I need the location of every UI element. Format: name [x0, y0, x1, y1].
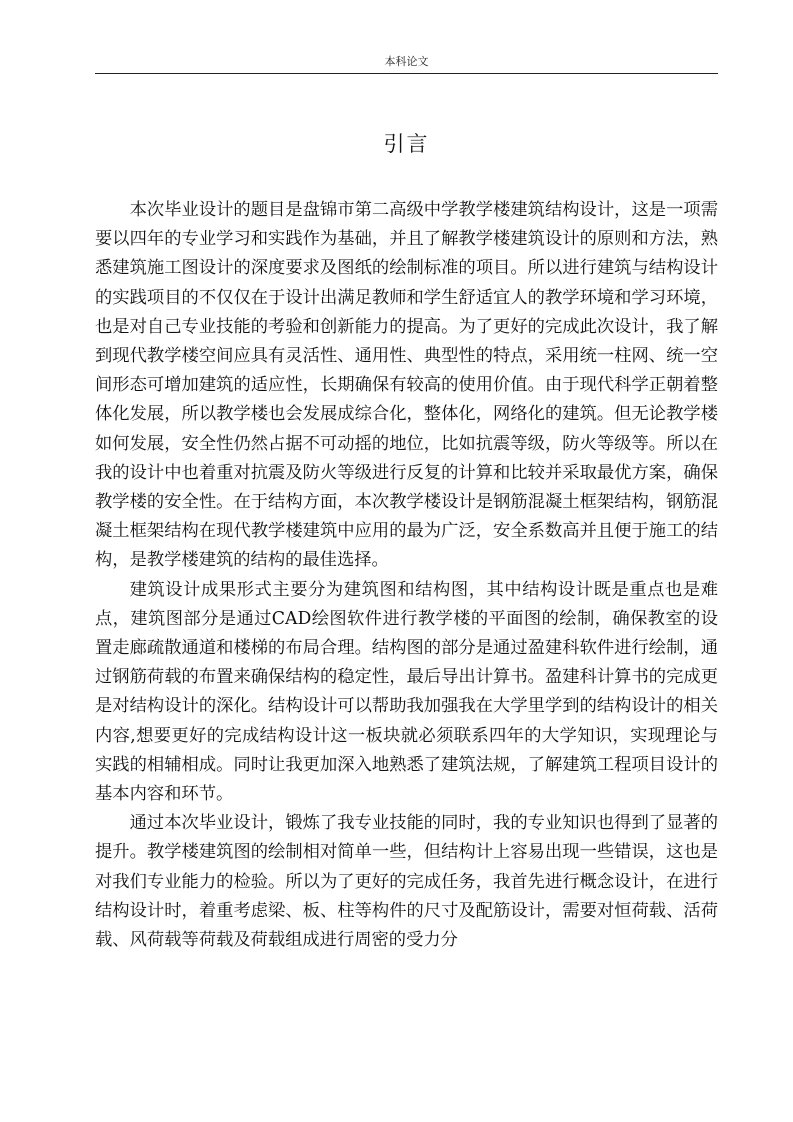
paragraph-3: 通过本次毕业设计，锻炼了我专业技能的同时，我的专业知识也得到了显著的提升。教学楼建筑图的绘制相对简单一些，但结构计上容易出现一些错误，这也是对我们专业能力的检验。所以为了更好的完成任务，我首先进行概念设计，在进行结构设计时，着重考虑梁、板、柱等构件的尺寸及配筋设计，需要对恒荷载、活荷载、风荷载等荷载及荷载组成进行周密的受力分: [95, 813, 718, 951]
header-divider: [95, 73, 718, 74]
section-title: 引言: [383, 132, 430, 156]
paragraph-2: 建筑设计成果形式主要分为建筑图和结构图，其中结构设计既是重点也是难点，建筑图部分是通过CAD绘图软件进行教学楼的平面图的绘制，确保教室的设置走廊疏散通道和楼梯的布局合理。结构图的部分是通过盈建科软件进行绘制，通过钢筋荷载的布置来确保结构的稳定性，最后导出计算书。盈建科计算书的完成更是对结构设计的深化。结构设计可以帮助我加强我在大学里学到的结构设计的相关内容,想要更好的完成结构设计这一板块就必须联系四年的大学知识，实现理论与实践的相辅相成。同时让我更加深入地熟悉了建筑法规，了解建筑工程项目设计的基本内容和环节。: [95, 579, 718, 805]
paragraph-1: 本次毕业设计的题目是盘锦市第二高级中学教学楼建筑结构设计，这是一项需要以四年的专业学习和实践作为基础，并且了解教学楼建筑设计的原则和方法，熟悉建筑施工图设计的深度要求及图纸的绘制标准的项目。所以进行建筑与结构设计的实践项目的不仅仅在于设计出满足教师和学生舒适宜人的教学环境和学习环境，也是对自己专业技能的考验和创新能力的提高。为了更好的完成此次设计，我了解到现代教学楼空间应具有灵活性、通用性、典型性的特点，采用统一柱网、统一空间形态可增加建筑的适应性，长期确保有较高的使用价值。由于现代科学正朝着整体化发展，所以教学楼也会发展成综合化，整体化，网络化的建筑。但无论教学楼如何发展，安全性仍然占据不可动摇的地位，比如抗震等级，防火等级等。所以在我的设计中也着重对抗震及防火等级进行反复的计算和比较并采取最优方案，确保教学楼的安全性。在于结构方面，本次教学楼设计是钢筋混凝土框架结构，钢筋混凝土框架结构在现代教学楼建筑中应用的最为广泛，安全系数高并且便于施工的结构，是教学楼建筑的结构的最佳选择。: [95, 200, 718, 571]
body-text: [95, 196, 718, 955]
page-header: 本科论文: [384, 55, 429, 68]
